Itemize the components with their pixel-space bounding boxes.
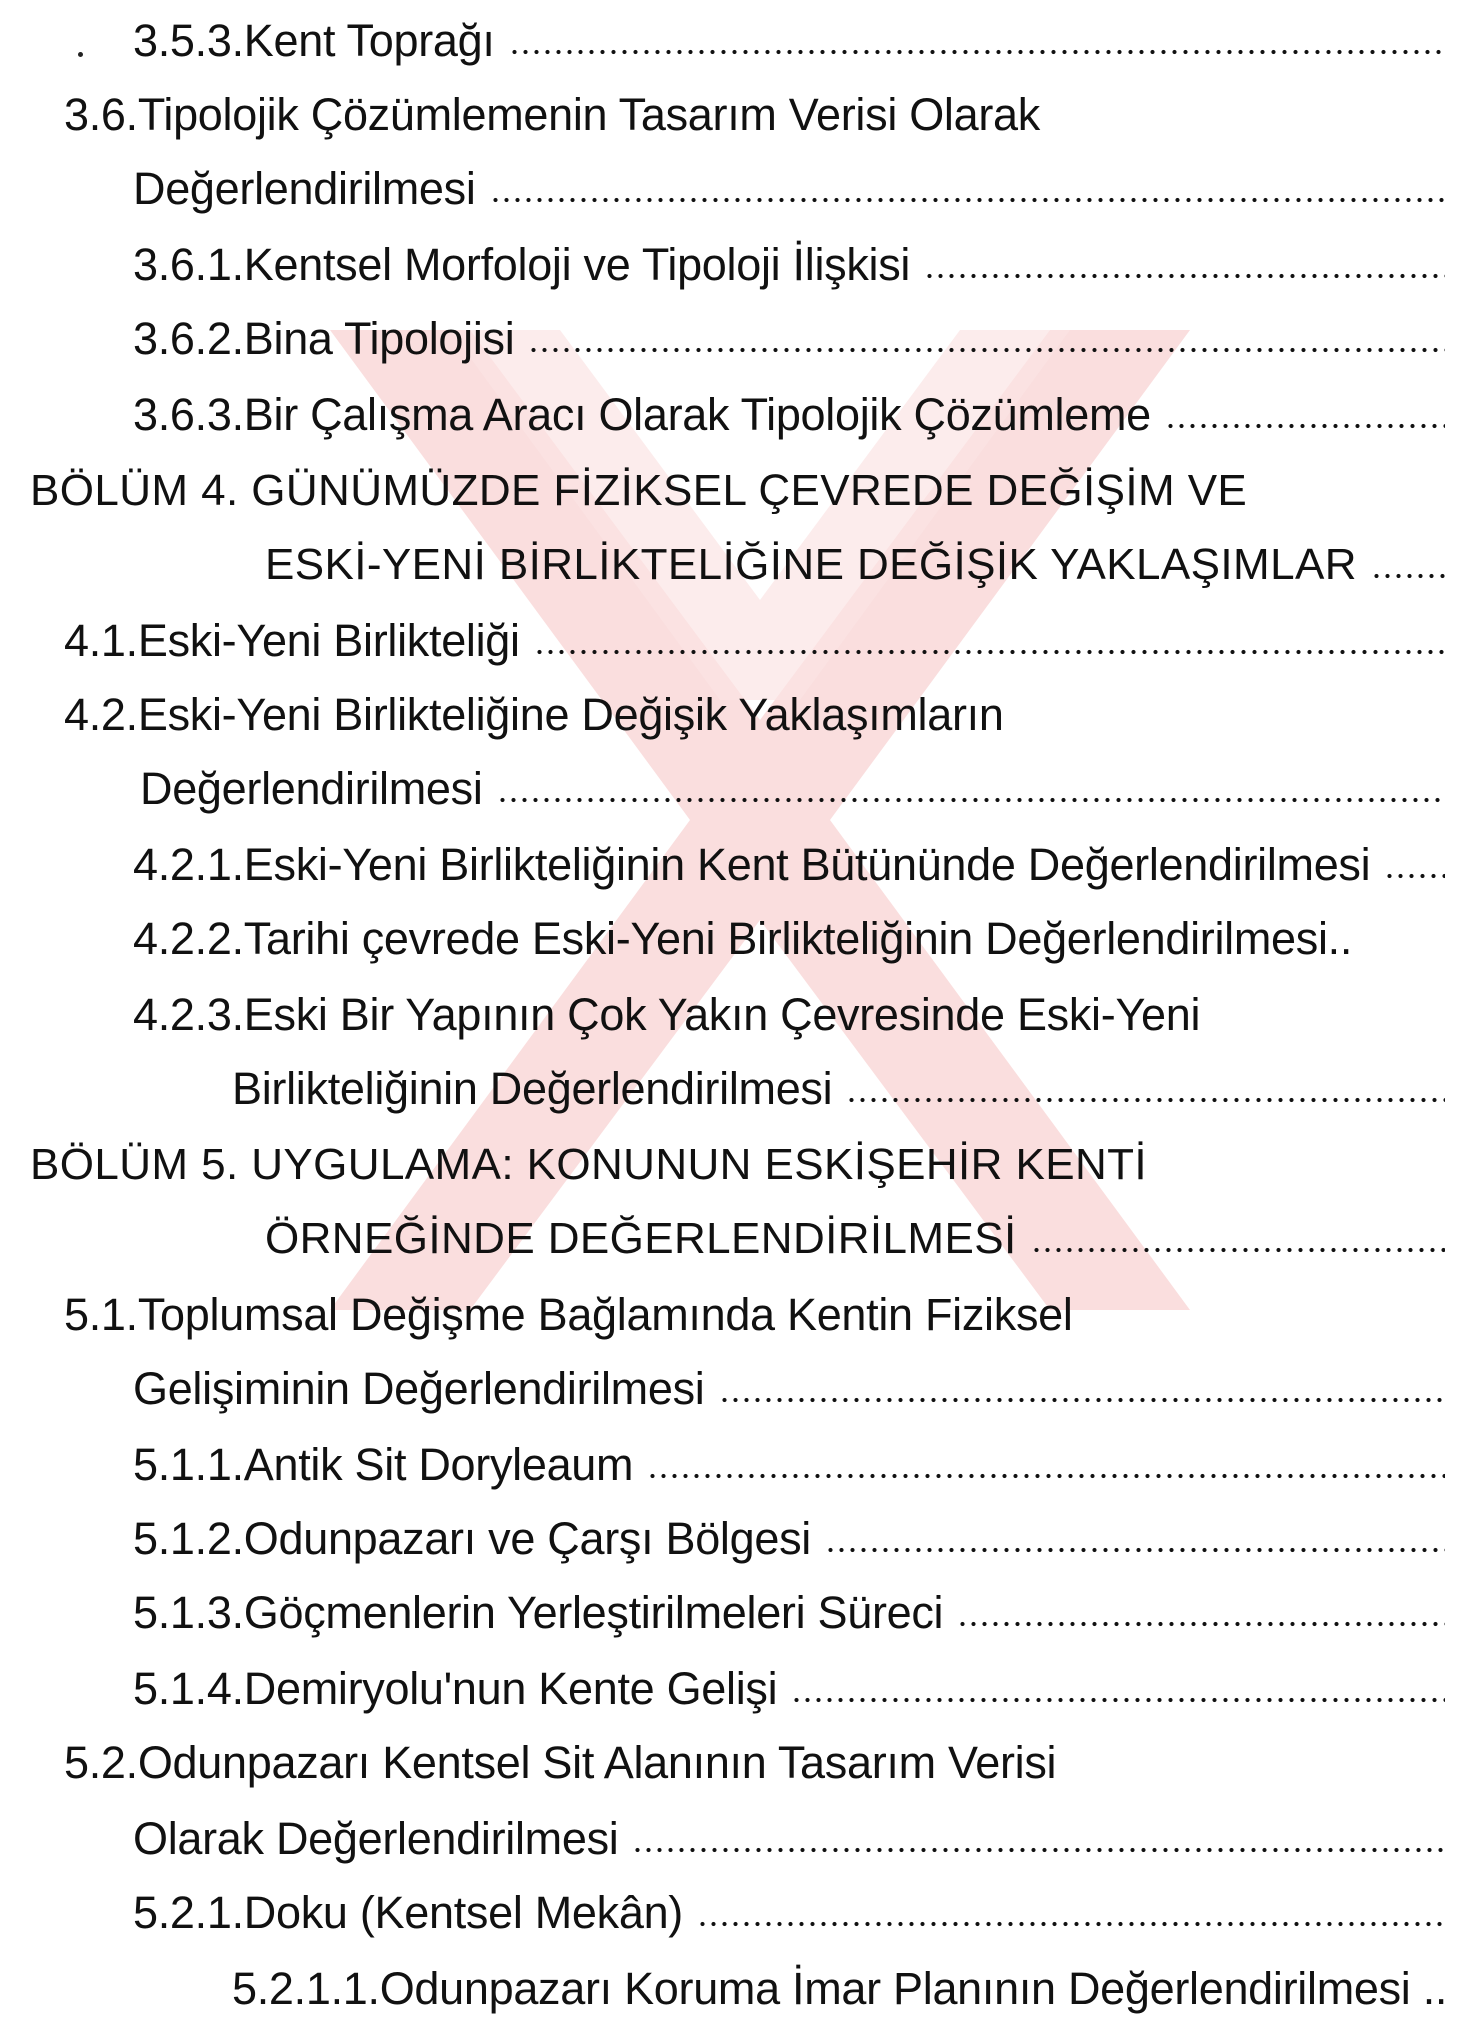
toc-entry-5-1-4 bbox=[133, 1656, 1445, 1722]
toc-entry-4-2-3-cont bbox=[232, 1056, 1445, 1122]
toc-entry-3-6-cont bbox=[133, 156, 1445, 222]
leader-dots bbox=[1384, 873, 1445, 879]
toc-entry-title: 4.2.Eski-Yeni Birlikteliğine Değişik Yaklaşımların bbox=[64, 689, 1004, 740]
toc-entry-title: 5.1.1.Antik Sit Doryleaum bbox=[133, 1439, 634, 1490]
leader-dots bbox=[846, 1097, 1445, 1103]
toc-chapter-5 bbox=[30, 1132, 1147, 1198]
toc-entry-5-1-1 bbox=[133, 1432, 1445, 1498]
toc-entry-5-1 bbox=[64, 1282, 1073, 1348]
leader-dots bbox=[1165, 423, 1445, 429]
toc-entry-4-2-cont bbox=[140, 756, 1445, 822]
toc-entry-title: 5.1.Toplumsal Değişme Bağlamında Kentin Fiziksel bbox=[64, 1289, 1073, 1340]
toc-entry-4-2-1 bbox=[133, 832, 1445, 898]
leader-dots bbox=[719, 1397, 1446, 1403]
toc-chapter-4-cont bbox=[265, 532, 1445, 598]
toc-entry-title: Değerlendirilmesi bbox=[133, 163, 476, 214]
toc-entry-title: 5.2.Odunpazarı Kentsel Sit Alanının Tasarım Verisi bbox=[64, 1737, 1057, 1788]
toc-entry-title: Gelişiminin Değerlendirilmesi bbox=[133, 1363, 705, 1414]
leader-dots bbox=[497, 797, 1445, 803]
toc-entry-title: 5.2.1.1.Odunpazarı Koruma İmar Planının Değerlendirilmesi .. bbox=[232, 1963, 1448, 2014]
toc-entry-title: Birlikteliğinin Değerlendirilmesi bbox=[232, 1063, 833, 1114]
leader-dots bbox=[825, 1547, 1445, 1553]
toc-entry-title: 4.2.2.Tarihi çevrede Eski-Yeni Birlikteliğinin Değerlendirilmesi.. bbox=[133, 913, 1353, 964]
toc-chapter-title: ÖRNEĞİNDE DEĞERLENDİRİLMESİ bbox=[265, 1214, 1017, 1263]
toc-entry-title: 3.5.3.Kent Toprağı bbox=[133, 15, 495, 66]
leader-dots bbox=[528, 347, 1445, 353]
leader-dots bbox=[791, 1697, 1445, 1703]
toc-entry-5-1-3 bbox=[133, 1580, 1445, 1646]
leader-dots bbox=[509, 49, 1445, 55]
leader-dots bbox=[647, 1473, 1445, 1479]
toc-entry-title: 4.1.Eski-Yeni Birlikteliği bbox=[64, 615, 520, 666]
toc-chapter-title: BÖLÜM 4. GÜNÜMÜZDE FİZİKSEL ÇEVREDE DEĞİŞİM VE bbox=[30, 466, 1248, 515]
toc-chapter-5-cont bbox=[265, 1206, 1445, 1272]
toc-entry-4-2-2 bbox=[133, 906, 1352, 972]
leader-dots bbox=[697, 1921, 1445, 1927]
toc-entry-title: 4.2.3.Eski Bir Yapının Çok Yakın Çevresinde Eski-Yeni bbox=[133, 989, 1201, 1040]
toc-chapter-title: ESKİ-YENİ BİRLİKTELİĞİNE DEĞİŞİK YAKLAŞIMLAR bbox=[265, 540, 1357, 589]
scan-speck bbox=[78, 52, 83, 57]
toc-entry-3-5-3 bbox=[133, 8, 1445, 74]
toc-entry-title: 5.1.2.Odunpazarı ve Çarşı Bölgesi bbox=[133, 1513, 811, 1564]
leader-dots bbox=[924, 273, 1445, 279]
toc-entry-title: 3.6.Tipolojik Çözümlemenin Tasarım Verisi Olarak bbox=[64, 89, 1040, 140]
toc-entry-title: 3.6.3.Bir Çalışma Aracı Olarak Tipolojik Çözümleme bbox=[133, 389, 1151, 440]
leader-dots bbox=[534, 649, 1445, 655]
toc-entry-title: 4.2.1.Eski-Yeni Birlikteliğinin Kent Bütününde Değerlendirilmesi bbox=[133, 839, 1371, 890]
toc-entry-5-1-2 bbox=[133, 1506, 1445, 1572]
leader-dots bbox=[632, 1847, 1445, 1853]
toc-entry-3-6-1 bbox=[133, 232, 1445, 298]
toc-entry-5-1-cont bbox=[133, 1356, 1445, 1422]
leader-dots bbox=[1031, 1247, 1445, 1253]
toc-entry-4-1 bbox=[64, 608, 1445, 674]
toc-entry-3-6-3 bbox=[133, 382, 1445, 448]
toc-entry-title: 3.6.1.Kentsel Morfoloji ve Tipoloji İlişkisi bbox=[133, 239, 911, 290]
toc-entry-3-6-2 bbox=[133, 306, 1445, 372]
toc-entry-title: 5.2.1.Doku (Kentsel Mekân) bbox=[133, 1887, 683, 1938]
toc-entry-title: 5.1.3.Göçmenlerin Yerleştirilmeleri Süreci bbox=[133, 1587, 944, 1638]
toc-chapter-title: BÖLÜM 5. UYGULAMA: KONUNUN ESKİŞEHİR KENTİ bbox=[30, 1140, 1148, 1189]
toc-entry-title: Olarak Değerlendirilmesi bbox=[133, 1813, 619, 1864]
leader-dots bbox=[957, 1621, 1445, 1627]
toc-chapter-4 bbox=[30, 458, 1247, 524]
toc-entry-5-2 bbox=[64, 1730, 1056, 1796]
toc-entry-5-2-cont bbox=[133, 1806, 1445, 1872]
toc-entry-title: 3.6.2.Bina Tipolojisi bbox=[133, 313, 515, 364]
toc-entry-title: 5.1.4.Demiryolu'nun Kente Gelişi bbox=[133, 1663, 778, 1714]
toc-entry-5-2-1 bbox=[133, 1880, 1445, 1946]
leader-dots bbox=[1371, 573, 1445, 579]
toc-entry-title: Değerlendirilmesi bbox=[140, 763, 483, 814]
leader-dots bbox=[490, 197, 1445, 203]
toc-entry-4-2-3 bbox=[133, 982, 1200, 1048]
toc-entry-5-2-1-1 bbox=[232, 1956, 1447, 2022]
toc-entry-4-2 bbox=[64, 682, 1004, 748]
toc-entry-3-6 bbox=[64, 82, 1040, 148]
